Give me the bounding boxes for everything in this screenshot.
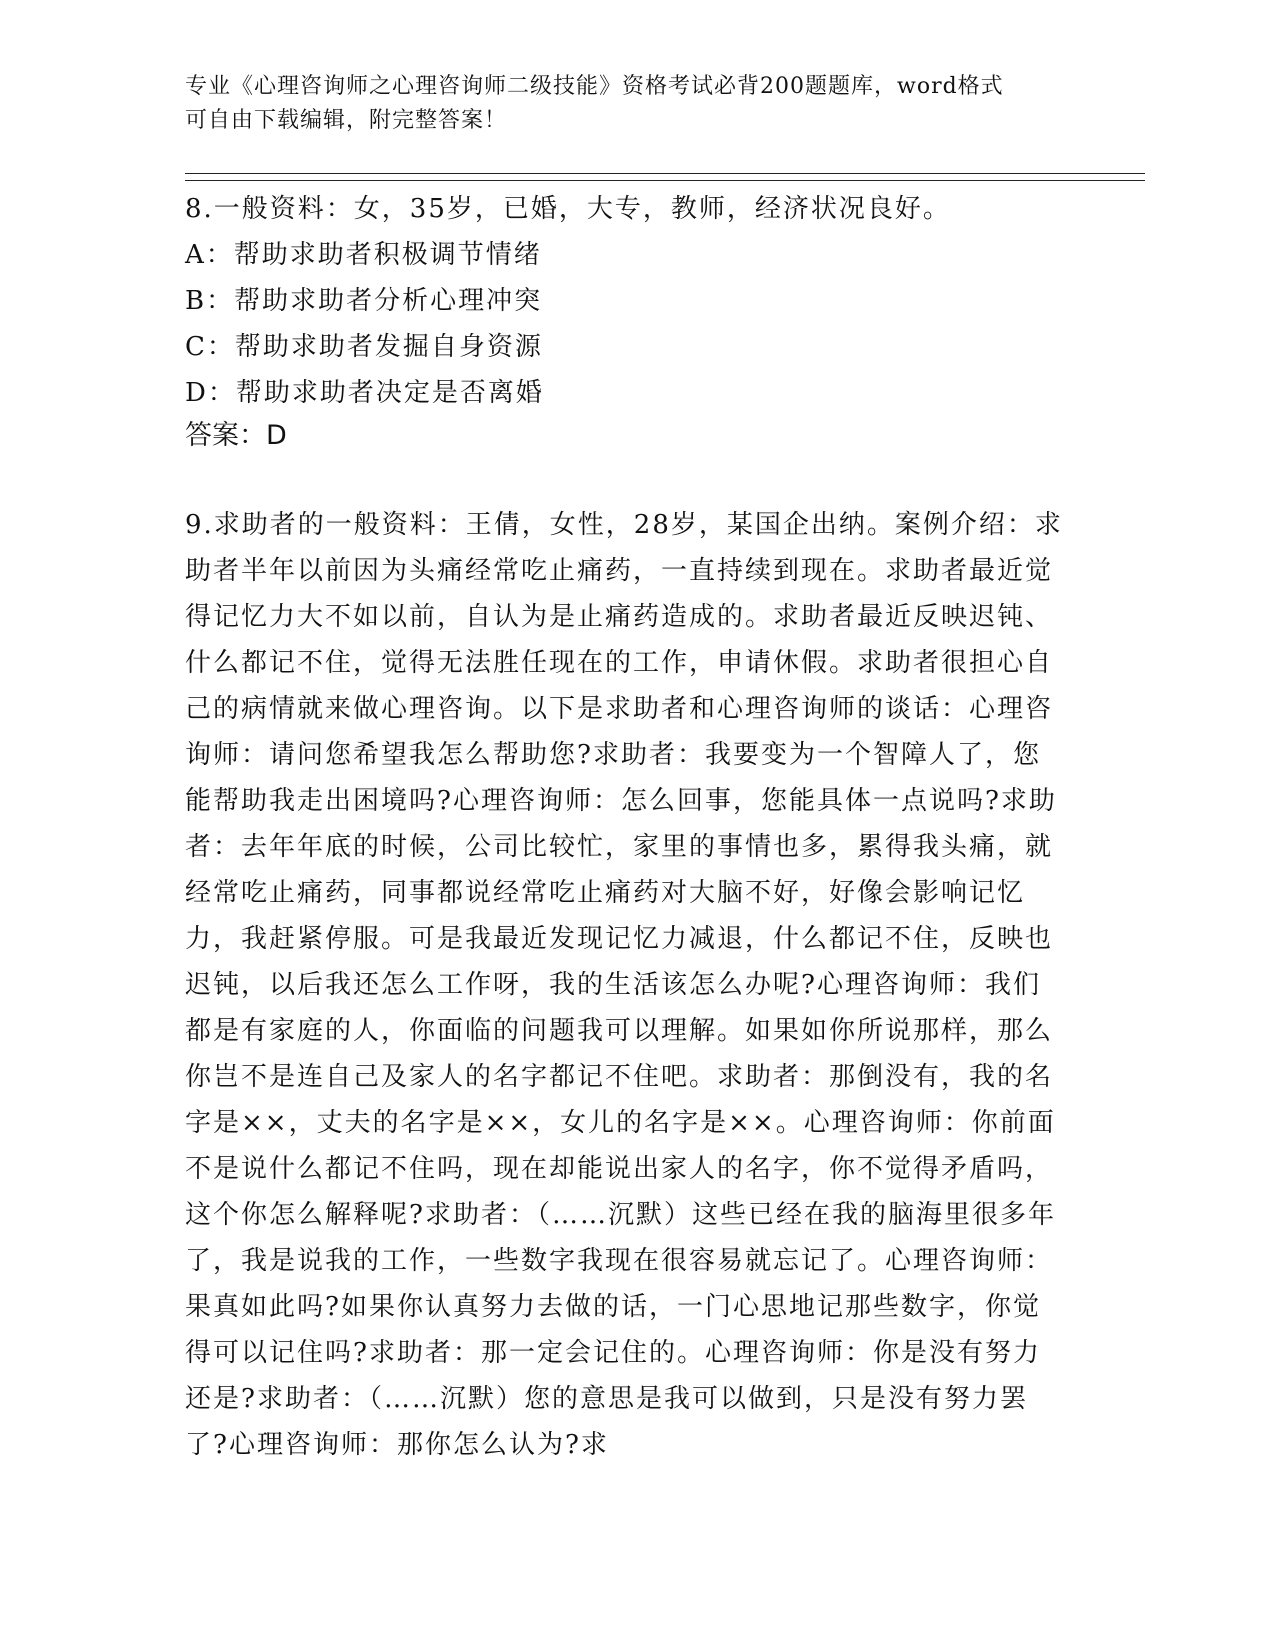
question-8 [185, 186, 1085, 416]
option-d: D：帮助求助者决定是否离婚 [185, 378, 544, 408]
question-stem: 8.一般资料：女，35岁，已婚，大专，教师，经济状况良好。 [185, 194, 951, 224]
header-line-2: 可自由下载编辑，附完整答案！ [185, 108, 508, 133]
option-c: C：帮助求助者发掘自身资源 [185, 332, 543, 362]
question-9: 9.求助者的一般资料：王倩，女性，28岁，某国企出纳。案例介绍：求助者半年以前因为头痛经常吃止痛药，一直持续到现在。求助者最近觉得记忆力大不如以前，自认为是止痛药造成的。求助者最近反映迟钝、什么都记不住，觉得无法胜任现在的工作，申请休假。求助者很担心自己的病情就来做心理咨询。以下是求助者和心理咨询师的谈话：心理咨询师：请问您希望我怎么帮助您?求助者：我要变为一个智障人了，您能帮助我走出困境吗?心理咨询师：怎么回事，您能具体一点说吗?求助者：去年年底的时候，公司比较忙，家里的事情也多，累得我头痛，就经常吃止痛药，同事都说经常吃止痛药对大脑不好，好像会影响记忆力，我赶紧停服。可是我最近发现记忆力减退，什么都记不住，反映也迟钝，以后我还怎么工作呀，我的生活该怎么办呢?心理咨询师：我们都是有家庭的人，你面临的问题我可以理解。如果如你所说那样，那么你岂不是连自己及家人的名字都记不住吧。求助者：那倒没有，我的名字是××，丈夫的名字是××，女儿的名字是××。心理咨询师：你前面不是说什么都记不住吗，现在却能说出家人的名字，你不觉得矛盾吗，这个你怎么解释呢?求助者：（……沉默）这些已经在我的脑海里很多年了，我是说我的工作，一些数字我现在很容易就忘记了。心理咨询师：果真如此吗?如果你认真努力去做的话，一门心思地记那些数字，你觉得可以记住吗?求助者：那一定会记住的。心理咨询师：你是没有努力还是?求助者：（……沉默）您的意思是我可以做到，只是没有努力罢了?心理咨询师：那你怎么认为?求 [185, 510, 1063, 1460]
header-divider-top [185, 173, 1145, 174]
option-b: B：帮助求助者分析心理冲突 [185, 286, 543, 316]
option-a: A：帮助求助者积极调节情绪 [185, 240, 542, 270]
answer-label: 答案：D [185, 420, 287, 451]
header-divider-bottom [185, 180, 1145, 181]
header-line-1: 专业《心理咨询师之心理咨询师二级技能》资格考试必背200题题库，word格式 [185, 74, 1004, 99]
document-header [185, 70, 1065, 138]
